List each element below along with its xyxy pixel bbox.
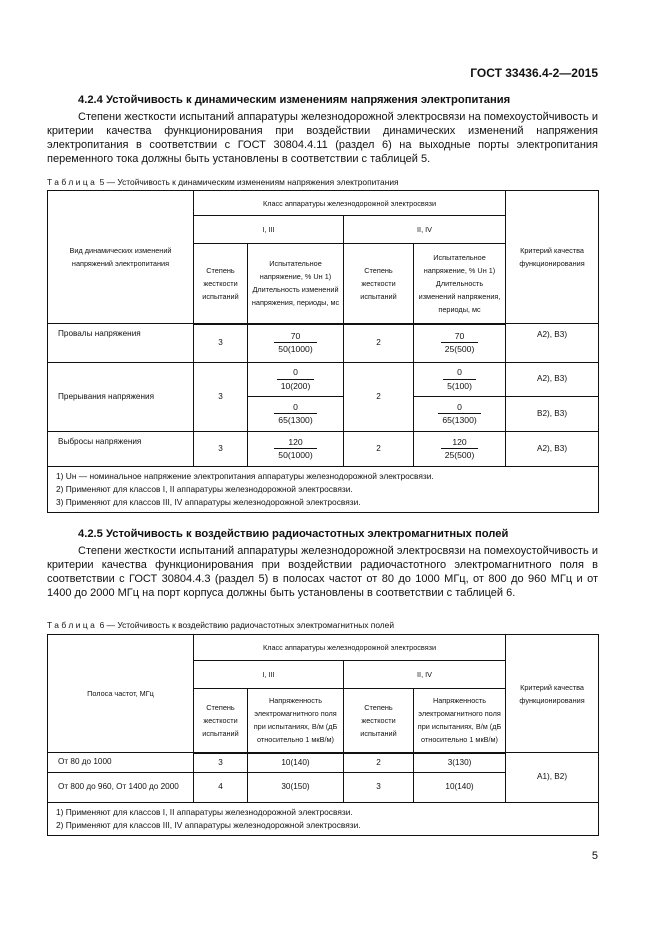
table-row: [48, 753, 599, 773]
degree: 3: [194, 324, 248, 363]
degree: 2: [344, 432, 414, 467]
degree: 3: [194, 363, 248, 432]
header-value-2: Напряженность электромагнитного поля при испытаниях, В/м (дБ относительно 1 мкВ/м): [414, 689, 506, 753]
degree: 2: [344, 363, 414, 432]
header-degree-1: Степень жесткости испытаний: [194, 689, 248, 753]
row-name: Провалы напряжения: [48, 324, 194, 363]
value: 10(140): [248, 753, 344, 773]
header-group-1: I, III: [194, 216, 344, 244]
section-title-4-2-4: 4.2.4 Устойчивость к динамическим изменениям напряжения электропитания: [78, 94, 511, 106]
band: От 80 до 1000: [48, 753, 194, 773]
row-name: Прерывания напряжения: [48, 363, 194, 432]
header-criterion: Критерий качества функционирования: [506, 635, 599, 753]
value: 3(130): [414, 753, 506, 773]
table-row: [48, 363, 599, 397]
section-title-4-2-5: 4.2.5 Устойчивость к воздействию радиочастотных электромагнитных полей: [78, 528, 509, 540]
band: От 800 до 960, От 1400 до 2000: [48, 773, 194, 803]
header-type: Вид динамических изменений напряжений электропитания: [48, 191, 194, 324]
header-value-2: Испытательное напряжение, % Uн 1) Длительность изменений напряжения, периоды, мс: [414, 244, 506, 324]
degree: 2: [344, 324, 414, 363]
header-class: Класс аппаратуры железнодорожной электросвязи: [194, 191, 506, 216]
fraction: $\frac{0}{65(1300)}$: [274, 401, 316, 427]
criterion: A1), B2): [506, 753, 599, 803]
header-group-1: I, III: [194, 661, 344, 689]
header-band: Полоса частот, МГц: [48, 635, 194, 753]
header-class: Класс аппаратуры железнодорожной электросвязи: [194, 635, 506, 661]
header-criterion: Критерий качества функционирования: [506, 191, 599, 324]
footnote: 1) Применяют для классов I, II аппаратуры железнодорожной электросвязи.: [56, 807, 353, 817]
footnote: 2) Применяют для классов III, IV аппаратуры железнодорожной электросвязи.: [56, 820, 361, 830]
table-row: [48, 324, 599, 363]
table-footnotes: [48, 467, 599, 513]
fraction: $\frac{70}{25(500)}$: [441, 330, 479, 356]
criterion: A2), B3): [506, 432, 599, 467]
fraction: $\frac{0}{5(100)}$: [443, 366, 476, 392]
header-degree-2: Степень жесткости испытаний: [344, 689, 414, 753]
header-value-1: Напряженность электромагнитного поля при испытаниях, В/м (дБ относительно 1 мкВ/м): [248, 689, 344, 753]
caption-word: Таблица: [47, 620, 98, 630]
table-6: [47, 634, 599, 836]
footnote: 3) Применяют для классов III, IV аппаратуры железнодорожной электросвязи.: [56, 497, 361, 507]
table-5: [47, 190, 599, 513]
fraction: $\frac{70}{50(1000)}$: [274, 330, 316, 356]
header-degree-1: Степень жесткости испытаний: [194, 244, 248, 324]
value: 10(140): [414, 773, 506, 803]
degree: 3: [194, 432, 248, 467]
section-text-4-2-5: Степени жесткости испытаний аппаратуры железнодорожной электросвязи на помехоустойчивость и критерии качества функционирования при воздействии радиочастотного электромагнитного поля в соответствии с ГОСТ 30804.4.3 (раздел 5) в полосах частот от 80 до 1000 МГц, от 800 до 960 МГц и от 1400 до 2000 МГц на порт корпуса должны быть установлены в соответствии с таблицей 6.: [47, 545, 598, 599]
fraction: $\frac{0}{10(200)}$: [277, 366, 315, 392]
value: 30(150): [248, 773, 344, 803]
document-header: ГОСТ 33436.4-2—2015: [470, 66, 598, 80]
row-name: Выбросы напряжения: [48, 432, 194, 467]
header-group-2: II, IV: [344, 661, 506, 689]
table-row: [48, 432, 599, 467]
degree: 4: [194, 773, 248, 803]
table5-caption: [47, 177, 399, 187]
fraction: $\frac{0}{65(1300)}$: [438, 401, 480, 427]
header-value-1: Испытательное напряжение, % Uн 1) Длительность изменений напряжения, периоды, мс: [248, 244, 344, 324]
header-degree-2: Степень жесткости испытаний: [344, 244, 414, 324]
table-footnotes: [48, 803, 599, 836]
caption-word: Таблица: [47, 177, 98, 187]
caption-text: 5 — Устойчивость к динамическим изменениям напряжения электропитания: [97, 177, 399, 187]
criterion: B2), B3): [506, 397, 599, 432]
page-number: 5: [591, 850, 598, 862]
header-group-2: II, IV: [344, 216, 506, 244]
degree: 3: [194, 753, 248, 773]
criterion: A2), B3): [506, 363, 599, 397]
degree: 3: [344, 773, 414, 803]
degree: 2: [344, 753, 414, 773]
table6-caption: [47, 620, 394, 630]
fraction: $\frac{120}{25(500)}$: [441, 436, 479, 462]
criterion: A2), B3): [506, 324, 599, 363]
section-text-4-2-4: Степени жесткости испытаний аппаратуры железнодорожной электросвязи на помехоустойчивость и критерии качества функционирования при воздействии динамических изменений напряжения электропитания в соответствии с ГОСТ 30804.4.11 (раздел 6) на выходные порты электропитания переменного тока должны быть установлены в соответствии с таблицей 5.: [47, 111, 598, 165]
footnote: 2) Применяют для классов I, II аппаратуры железнодорожной электросвязи.: [56, 484, 353, 494]
caption-text: 6 — Устойчивость к воздействию радиочастотных электромагнитных полей: [97, 620, 395, 630]
fraction: $\frac{120}{50(1000)}$: [274, 436, 316, 462]
footnote: 1) Uн — номинальное напряжение электропитания аппаратуры железнодорожной электросвязи.: [56, 471, 434, 481]
